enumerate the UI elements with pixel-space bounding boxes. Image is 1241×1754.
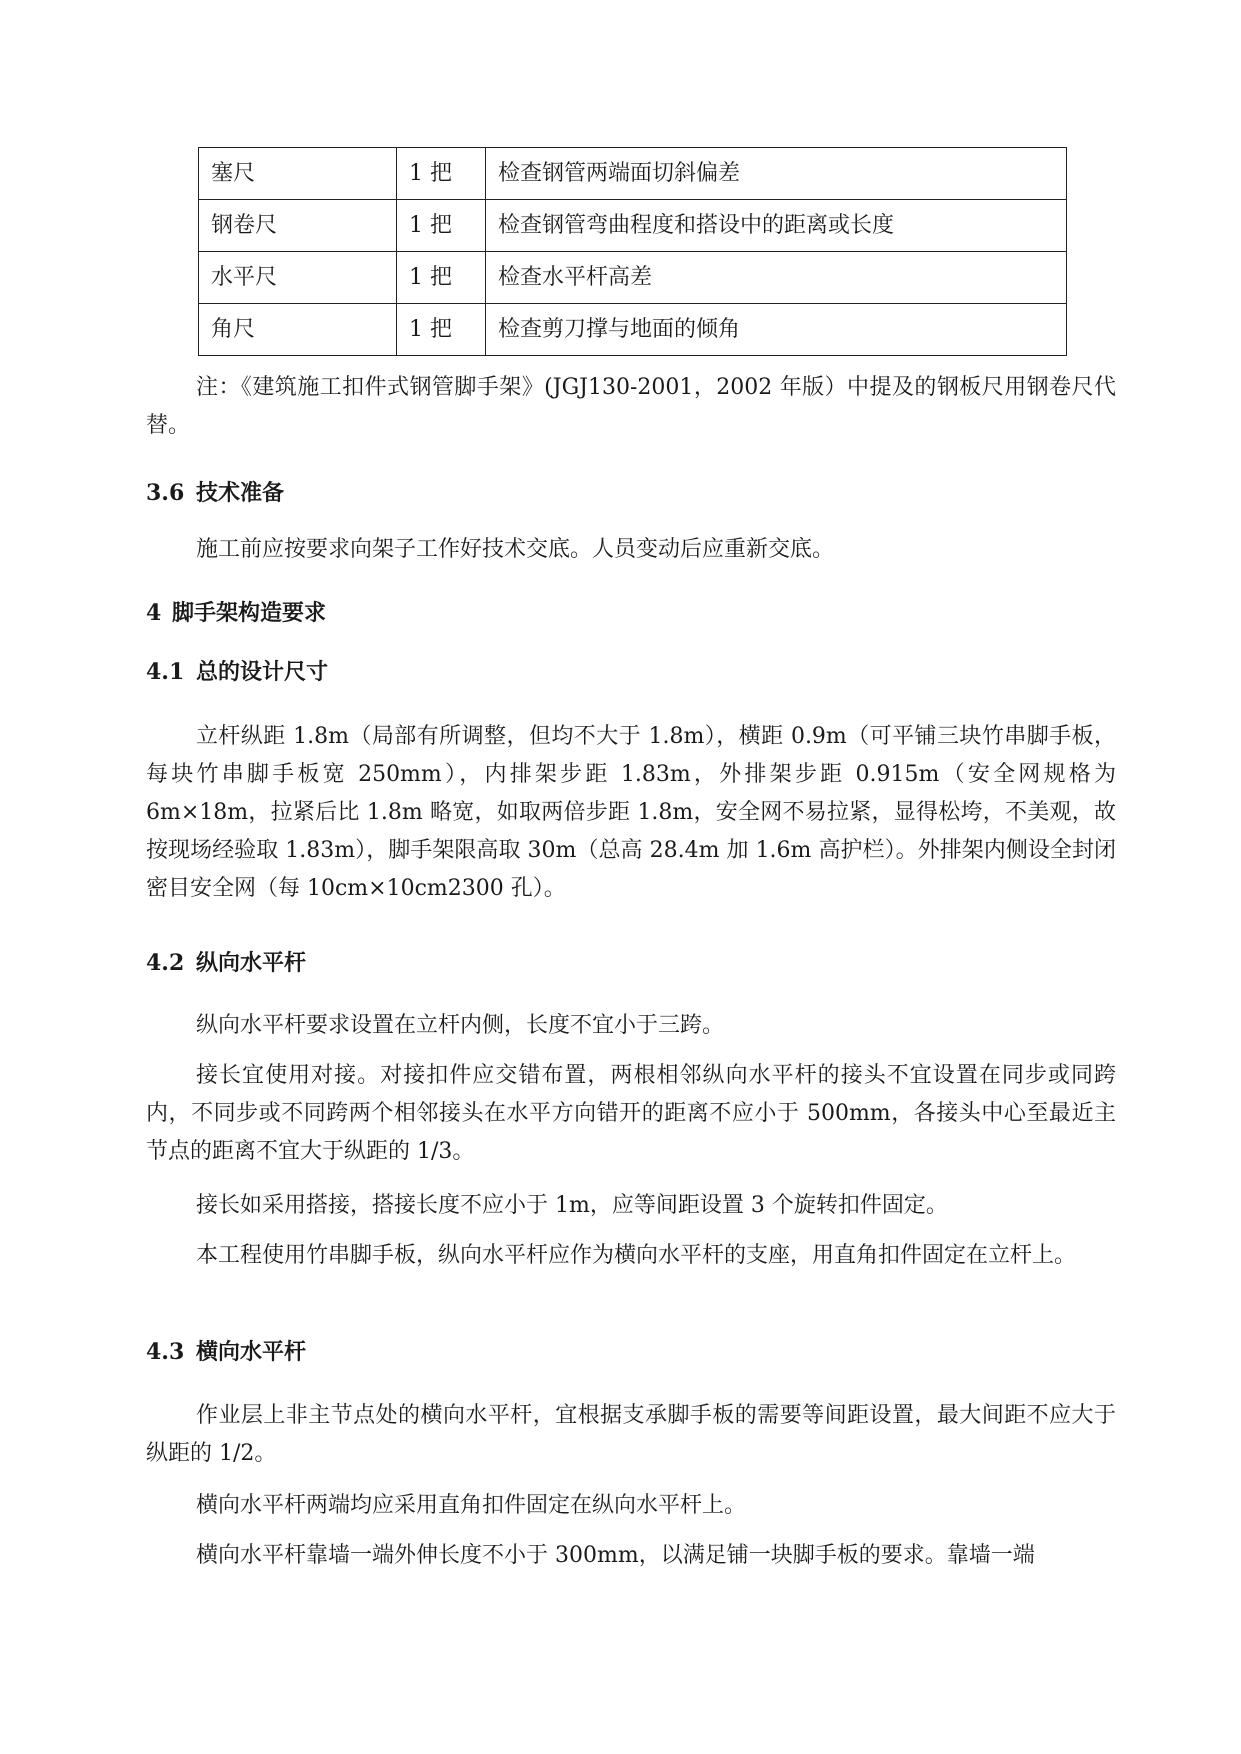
- section-number: 4.3: [146, 1339, 185, 1365]
- section-number: 4.1: [146, 659, 185, 685]
- tool-qty-cell: 1 把: [397, 200, 486, 252]
- paragraph: 接长宜使用对接。对接扣件应交错布置，两根相邻纵向水平杆的接头不宜设置在同步或同跨内，不同步或不同跨两个相邻接头在水平方向错开的距离不应小于 500mm，各接头中心至最近主节点的距离不宜大于纵距的 1/3。: [146, 1063, 1116, 1164]
- paragraph: 横向水平杆两端均应采用直角扣件固定在纵向水平杆上。: [196, 1493, 747, 1518]
- section-heading-4-3: [146, 1337, 306, 1367]
- tool-qty-cell: 1 把: [397, 304, 486, 356]
- tool-use-cell: 检查钢管弯曲程度和搭设中的距离或长度: [486, 200, 1067, 252]
- section-heading-4-2: [146, 948, 306, 978]
- section-number: 4: [146, 600, 162, 626]
- section-title: 脚手架构造要求: [172, 600, 327, 626]
- tool-use-cell: 检查剪刀撑与地面的倾角: [486, 304, 1067, 356]
- table-row: [199, 304, 1067, 356]
- table-row: [199, 148, 1067, 200]
- tool-name-cell: 钢卷尺: [199, 200, 397, 252]
- table-row: [199, 200, 1067, 252]
- tool-name-cell: 塞尺: [199, 148, 397, 200]
- section-heading-3-6: [146, 478, 284, 508]
- tool-name-cell: 角尺: [199, 304, 397, 356]
- section-number: 3.6: [146, 480, 185, 506]
- paragraph: 施工前应按要求向架子工作好技术交底。人员变动后应重新交底。: [196, 537, 835, 562]
- tool-qty-cell: 1 把: [397, 252, 486, 304]
- paragraph: 接长如采用搭接，搭接长度不应小于 1m，应等间距设置 3 个旋转扣件固定。: [196, 1193, 948, 1218]
- tool-use-cell: 检查水平杆高差: [486, 252, 1067, 304]
- section-title: 技术准备: [196, 480, 285, 506]
- section-title: 纵向水平杆: [196, 950, 307, 976]
- table-row: [199, 252, 1067, 304]
- paragraph: 纵向水平杆要求设置在立杆内侧，长度不宜小于三跨。: [196, 1013, 725, 1038]
- section-heading-4: [146, 598, 326, 628]
- tool-use-cell: 检查钢管两端面切斜偏差: [486, 148, 1067, 200]
- tool-name-cell: 水平尺: [199, 252, 397, 304]
- paragraph: 本工程使用竹串脚手板，纵向水平杆应作为横向水平杆的支座，用直角扣件固定在立杆上。: [196, 1243, 1077, 1268]
- tool-table: [198, 147, 1067, 356]
- table-note: 注：《建筑施工扣件式钢管脚手架》(JGJ130-2001，2002 年版）中提及的钢板尺用钢卷尺代替。: [146, 375, 1116, 438]
- section-title: 横向水平杆: [196, 1339, 307, 1365]
- paragraph: 立杆纵距 1.8m（局部有所调整，但均不大于 1.8m），横距 0.9m（可平铺三块竹串脚手板，每块竹串脚手板宽 250mm），内排架步距 1.83m，外排架步距 0.915m（安全网规格为 6m×18m，拉紧后比 1.8m 略宽，如取两倍步距 1.8m，安全网不易拉紧，显得松垮，不美观，故按现场经验取 1.83m），脚手架限高取 30m（总高 28.4m 加 1.6m 高护栏）。外排架内侧设全封闭密目安全网（每 10cm×10cm2300 孔）。: [146, 724, 1116, 901]
- paragraph: 横向水平杆靠墙一端外伸长度不小于 300mm，以满足铺一块脚手板的要求。靠墙一端: [196, 1543, 1035, 1568]
- paragraph: 作业层上非主节点处的横向水平杆，宜根据支承脚手板的需要等间距设置，最大间距不应大于纵距的 1/2。: [146, 1403, 1116, 1466]
- section-number: 4.2: [146, 950, 185, 976]
- tool-qty-cell: 1 把: [397, 148, 486, 200]
- section-title: 总的设计尺寸: [196, 659, 329, 685]
- section-heading-4-1: [146, 657, 328, 687]
